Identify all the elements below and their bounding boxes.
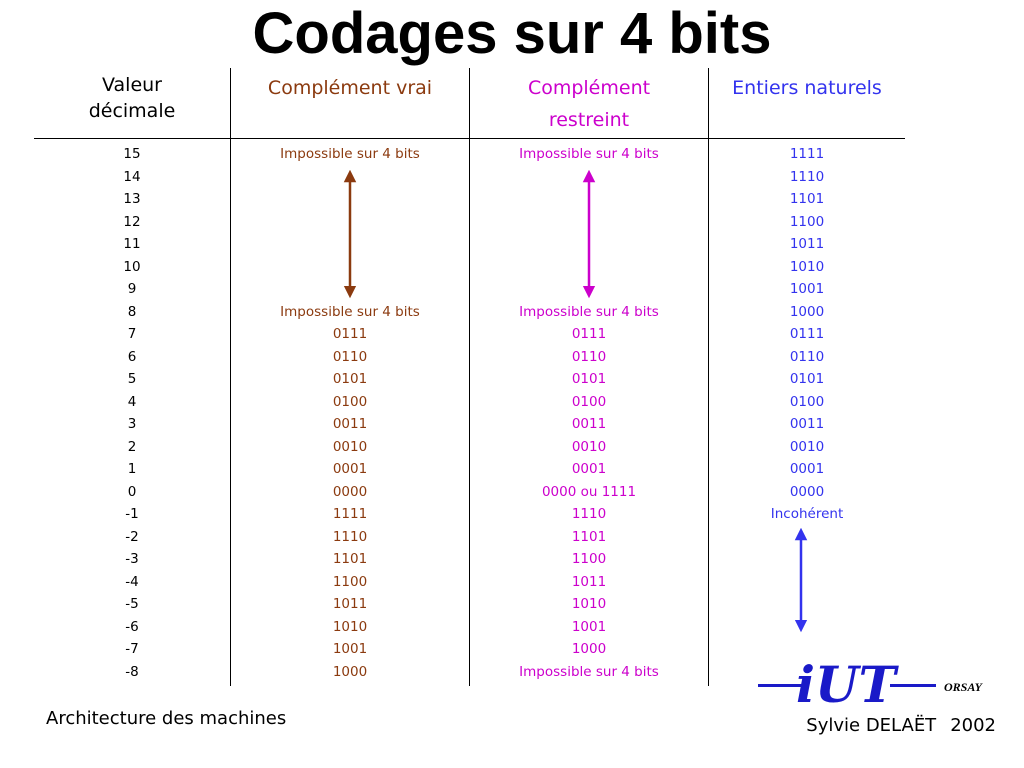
cell-complement-restreint: 0011 [571,416,607,432]
cell-entiers-naturels: 0110 [789,348,825,365]
cell-complement-vrai: 0101 [332,371,368,387]
cell-decimal: 9 [127,281,137,297]
cell-complement-vrai: Impossible sur 4 bits [280,303,420,320]
cell-decimal: 1 [127,461,137,477]
cell-decimal: 8 [127,303,137,320]
cell-complement-restreint: 0010 [571,438,607,455]
cell-complement-vrai: 0111 [332,326,368,342]
cell-complement-restreint: 1011 [571,573,607,590]
cell-entiers-naturels: 1111 [789,146,825,162]
cell-decimal: -2 [125,528,139,545]
cell-decimal: -3 [125,551,139,567]
cell-entiers-naturels: 1000 [789,303,825,320]
cell-decimal: -6 [125,618,139,635]
cell-complement-restreint: 0001 [571,461,607,477]
cell-entiers-naturels: 0011 [789,416,825,432]
cell-complement-vrai: 1001 [332,641,368,657]
header-complement-restreint: Complément restreint [527,77,651,131]
course-title: Architecture des machines [46,708,287,729]
cell-decimal: 15 [123,146,141,162]
cell-complement-vrai: 0001 [332,461,368,477]
cell-decimal: 6 [127,348,137,365]
cell-complement-restreint: Impossible sur 4 bits [519,146,659,162]
cell-complement-restreint: 0101 [571,371,607,387]
cell-complement-restreint: 1010 [571,596,607,612]
cell-complement-restreint: 0111 [571,326,607,342]
cell-entiers-naturels: 1010 [789,258,825,275]
cell-decimal: 12 [123,213,141,230]
cell-decimal: -4 [125,573,139,590]
cell-complement-vrai: 0110 [332,348,368,365]
cell-complement-restreint: Impossible sur 4 bits [519,663,659,680]
cell-decimal: 4 [127,393,137,410]
cell-decimal: 11 [123,236,141,252]
svg-text:ORSAY: ORSAY [944,680,983,694]
author-credit [806,714,996,738]
cell-entiers-naturels: 0100 [789,393,825,410]
author-name: Sylvie DELAËT [806,715,937,736]
cell-entiers-naturels: 0010 [789,438,825,455]
cell-complement-vrai: Impossible sur 4 bits [280,146,420,162]
header-entiers-naturels: Entiers naturels [732,77,882,99]
cell-entiers-naturels: 1011 [789,236,825,252]
cell-complement-restreint: 1100 [571,551,607,567]
cell-complement-restreint: 1001 [571,618,607,635]
cell-entiers-naturels: 0001 [789,461,825,477]
svg-text:iUT: iUT [796,656,896,712]
cell-complement-restreint: 0100 [571,393,607,410]
cell-decimal: 10 [123,258,141,275]
year: 2002 [950,715,996,736]
header-complement-vrai: Complément vrai [267,77,433,99]
cell-decimal: 5 [127,371,137,387]
cell-complement-restreint: 1101 [571,528,607,545]
cell-entiers-naturels: 0101 [789,371,825,387]
cell-complement-vrai: 1110 [332,528,368,545]
cell-decimal: -5 [125,596,139,612]
cell-complement-restreint: 0000 ou 1111 [541,483,637,500]
cell-decimal: -1 [125,506,139,522]
cell-complement-restreint: 1000 [571,641,607,657]
cell-entiers-naturels: 1101 [789,191,825,207]
cell-decimal: -8 [125,663,139,680]
cell-entiers-naturels: 0111 [789,326,825,342]
cell-decimal: 2 [127,438,137,455]
cell-complement-vrai: 1010 [332,618,368,635]
cell-complement-vrai: 1111 [332,506,368,522]
cell-complement-vrai: 0000 [332,483,368,500]
cell-decimal: 7 [127,326,137,342]
cell-entiers-naturels: Incohérent [770,506,844,522]
page-title: Codages sur 4 bits [252,1,772,66]
cell-complement-vrai: 1011 [332,596,368,612]
cell-complement-vrai: 1000 [332,663,368,680]
cell-decimal: 3 [127,416,137,432]
header-decimal: Valeur décimale [88,74,176,122]
cell-complement-restreint: 0110 [571,348,607,365]
cell-complement-vrai: 0011 [332,416,368,432]
cell-complement-restreint: Impossible sur 4 bits [519,303,659,320]
cell-complement-vrai: 1101 [332,551,368,567]
cell-entiers-naturels: 1100 [789,213,825,230]
cell-complement-vrai: 0010 [332,438,368,455]
cell-entiers-naturels: 1110 [789,168,825,185]
cell-decimal: 13 [123,191,141,207]
cell-entiers-naturels: 1001 [789,281,825,297]
cell-decimal: -7 [125,641,139,657]
cell-complement-vrai: 1100 [332,573,368,590]
cell-decimal: 0 [127,483,137,500]
cell-decimal: 14 [123,168,141,185]
iut-orsay-logo [756,656,1002,712]
cell-complement-vrai: 0100 [332,393,368,410]
cell-entiers-naturels: 0000 [789,483,825,500]
cell-complement-restreint: 1110 [571,506,607,522]
